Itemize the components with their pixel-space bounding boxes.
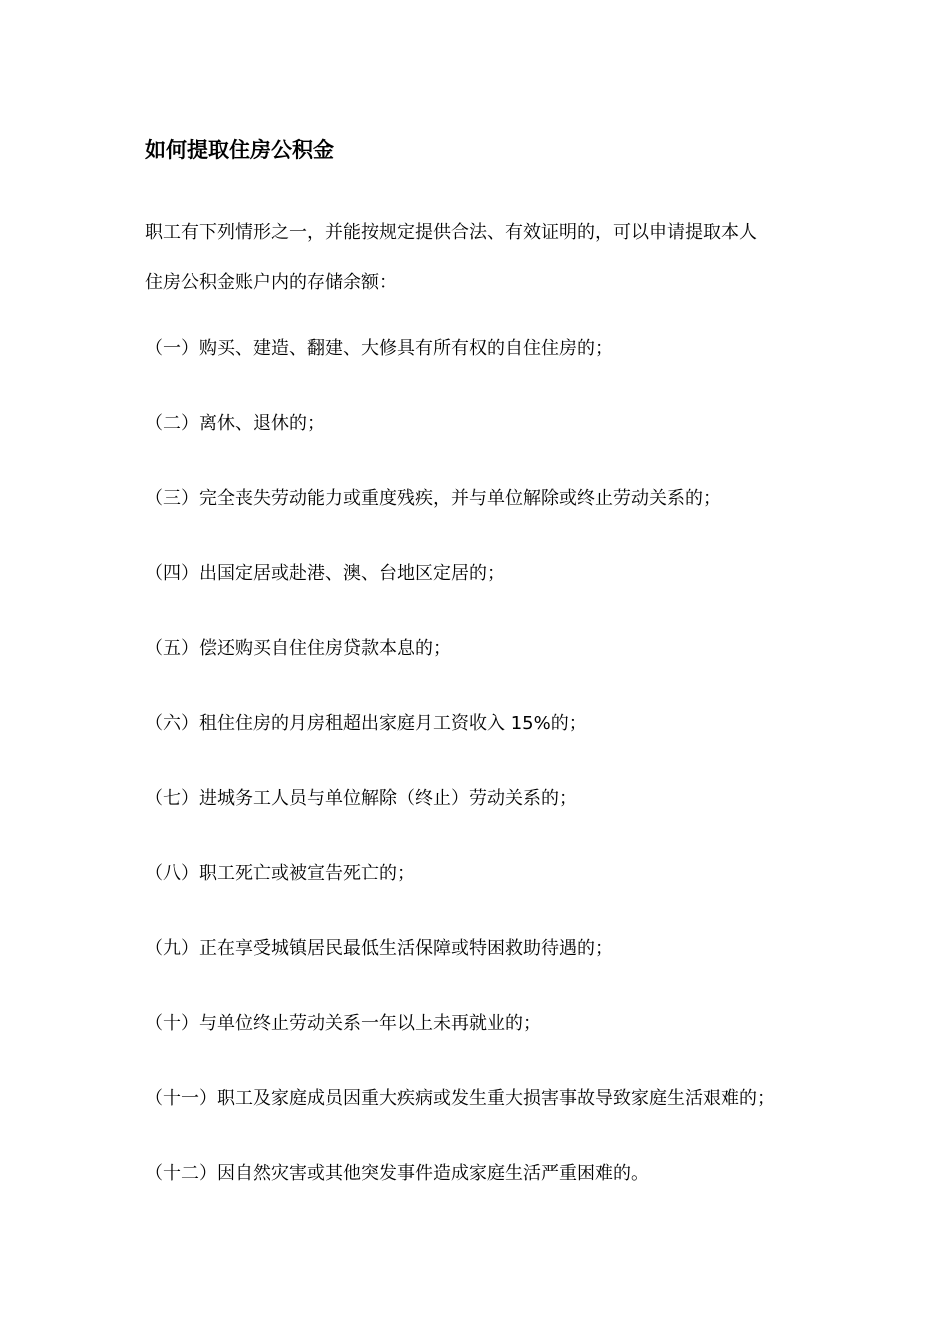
list-item: （四）出国定居或赴港、澳、台地区定居的； <box>145 563 505 584</box>
intro-paragraph <box>145 208 825 308</box>
list-item: （十二）因自然灾害或其他突发事件造成家庭生活严重困难的。 <box>145 1163 649 1184</box>
condition-list <box>145 333 775 1233</box>
document-title: 如何提取住房公积金 <box>145 138 334 162</box>
list-item: （三）完全丧失劳动能力或重度残疾，并与单位解除或终止劳动关系的； <box>145 488 721 509</box>
list-item: （二）离休、退休的； <box>145 413 325 434</box>
intro-line: 住房公积金账户内的存储余额： <box>145 272 397 293</box>
list-item: （八）职工死亡或被宣告死亡的； <box>145 863 415 884</box>
list-item: （九）正在享受城镇居民最低生活保障或特困救助待遇的； <box>145 938 613 959</box>
intro-line: 职工有下列情形之一，并能按规定提供合法、有效证明的，可以申请提取本人 <box>145 222 757 243</box>
list-item: （五）偿还购买自住住房贷款本息的； <box>145 638 451 659</box>
list-item: （一）购买、建造、翻建、大修具有所有权的自住住房的； <box>145 338 613 359</box>
list-item: （七）进城务工人员与单位解除（终止）劳动关系的； <box>145 788 577 809</box>
list-item: （六）租住住房的月房租超出家庭月工资收入 15%的； <box>145 713 587 734</box>
list-item: （十）与单位终止劳动关系一年以上未再就业的； <box>145 1013 541 1034</box>
list-item: （十一）职工及家庭成员因重大疾病或发生重大损害事故导致家庭生活艰难的； <box>145 1088 775 1109</box>
